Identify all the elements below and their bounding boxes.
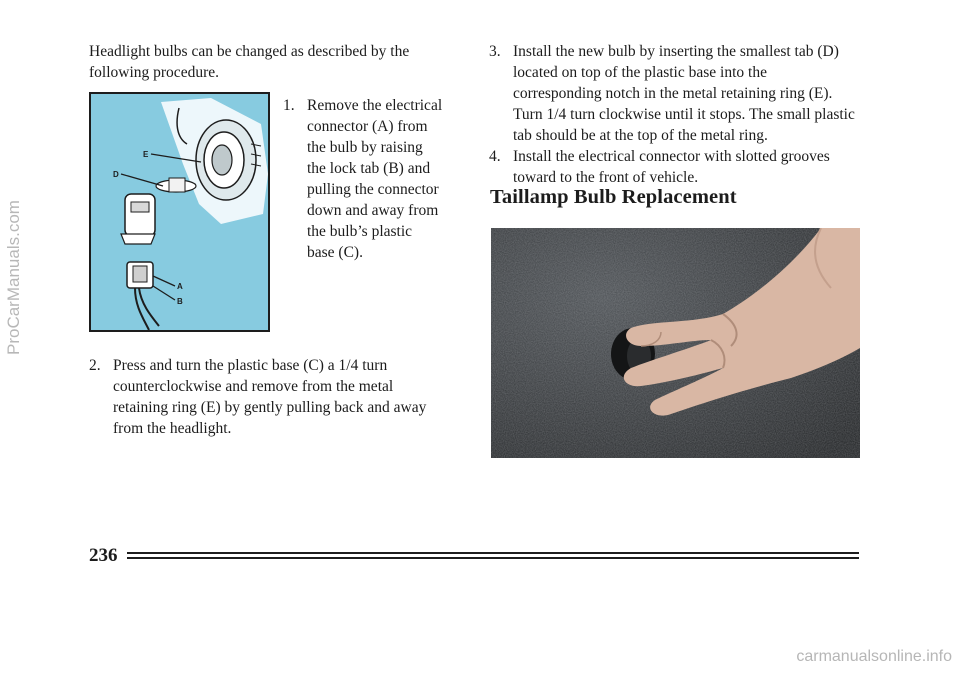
step-number: 1. [283, 97, 295, 114]
step-text: Install the electrical connector with slotted grooves toward to the front of vehicle. [513, 148, 830, 186]
label-d: D [113, 170, 119, 179]
hand-turning-bulb-socket-image [491, 228, 860, 458]
label-a: A [177, 282, 183, 291]
step-text: Press and turn the plastic base (C) a 1/4 turn counterclockwise and remove from the metal retaining ring (E) by gently pulling back and away from the headlight. [113, 357, 427, 437]
headlight-bulb-illustration [91, 94, 268, 330]
page-number: 236 [89, 545, 118, 566]
step-number: 2. [89, 357, 101, 374]
section-heading: Taillamp Bulb Replacement [490, 186, 737, 208]
step-number: 3. [489, 43, 501, 60]
label-e: E [143, 150, 149, 159]
step-text: Install the new bulb by inserting the smallest tab (D) located on top of the plastic base into the corresponding notch in the metal retaining ring (E). Turn 1/4 turn clockwise until it stops. The small plastic tab should be at the top of the metal ring. [513, 43, 855, 144]
side-watermark: ProCarManuals.com [4, 200, 23, 355]
step-number: 4. [489, 148, 501, 165]
footer-watermark: carmanualsonline.info [796, 648, 952, 665]
intro-paragraph: Headlight bulbs can be changed as described by the following procedure. [89, 43, 410, 81]
taillamp-photo [491, 228, 860, 458]
headlight-bulb-diagram [89, 92, 270, 332]
footer-double-rule [127, 552, 859, 559]
label-b: B [177, 297, 183, 306]
step-text: Remove the electrical connector (A) from the bulb by raising the lock tab (B) and pulling the connector down and away from the bulb’s plastic base (C). [307, 97, 443, 261]
